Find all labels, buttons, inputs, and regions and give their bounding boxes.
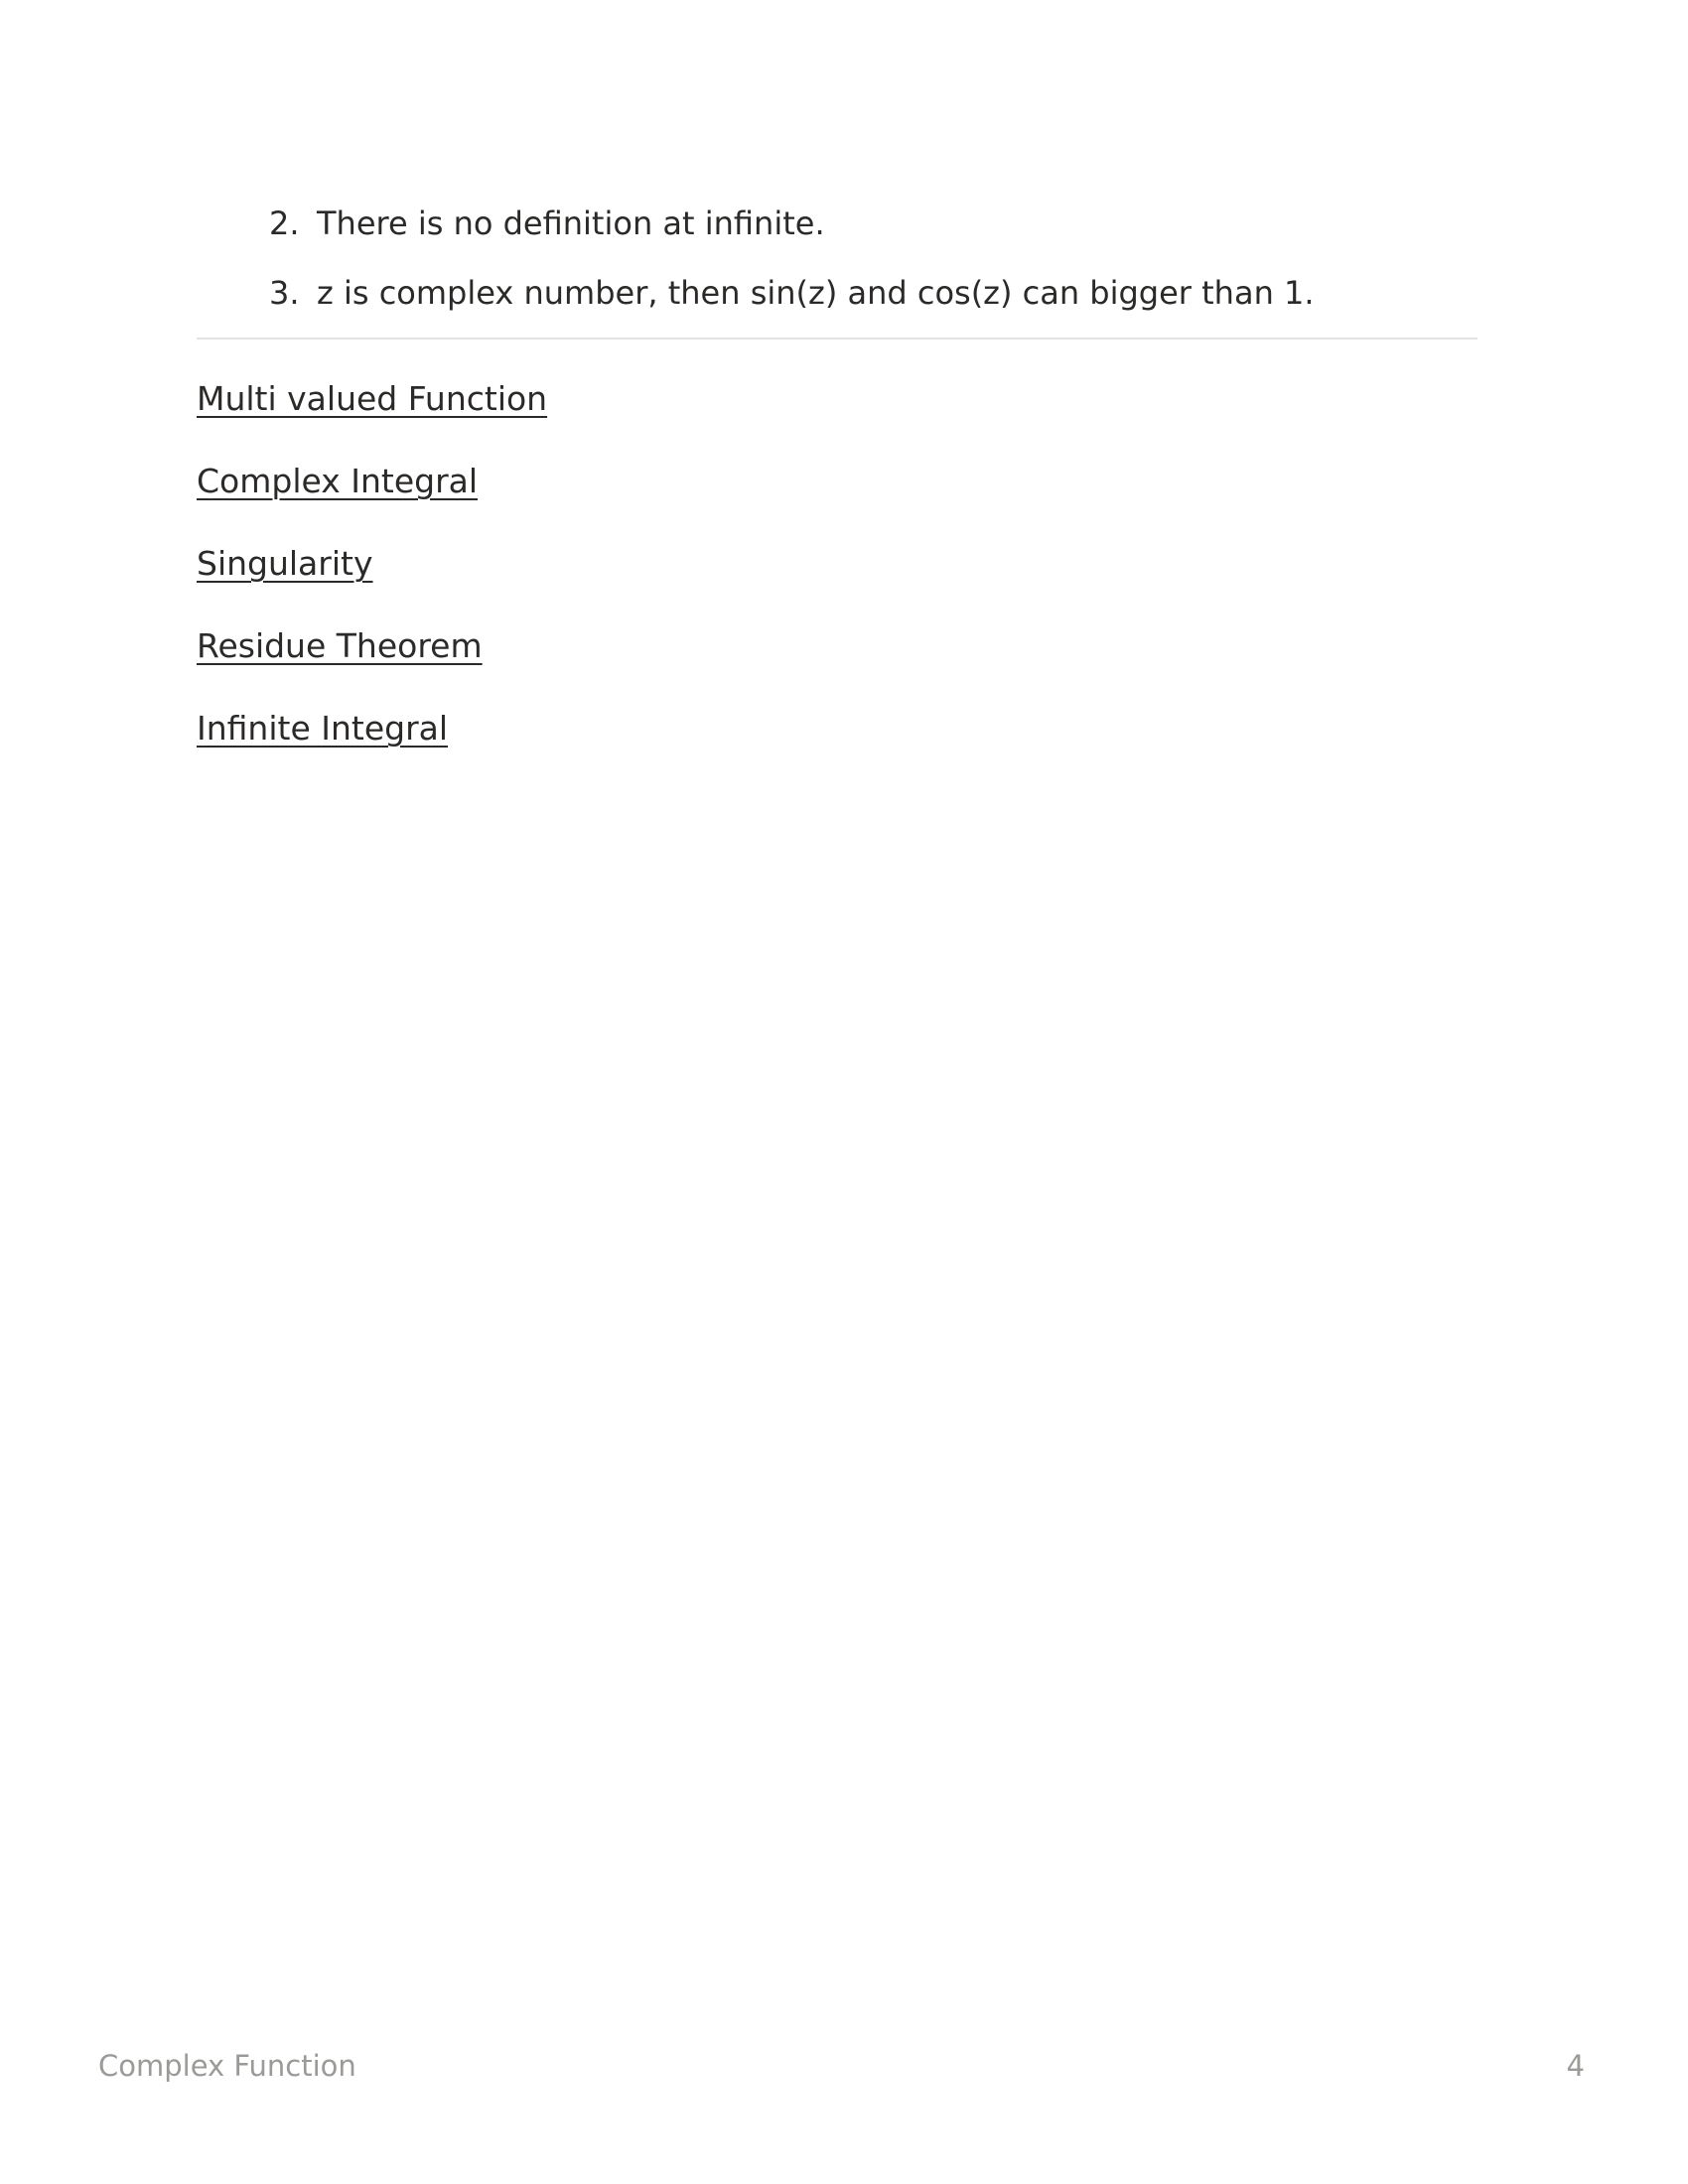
page-number: 4	[1566, 2049, 1585, 2083]
page-footer	[98, 2049, 1585, 2083]
list-item-text: There is no definition at infinite.	[317, 205, 825, 242]
link-infinite-integral[interactable]: Infinite Integral	[197, 709, 449, 748]
link-complex-integral[interactable]: Complex Integral	[197, 462, 479, 500]
page-content	[197, 189, 1477, 786]
list-item	[197, 258, 1477, 328]
footer-title: Complex Function	[98, 2049, 356, 2083]
link-singularity[interactable]: Singularity	[197, 544, 373, 583]
list-item	[197, 189, 1477, 258]
link-residue-theorem[interactable]: Residue Theorem	[197, 626, 483, 665]
list-item-number: 2.	[269, 205, 300, 242]
list-item-text: z is complex number, then sin(z) and cos(z) can bigger than 1.	[317, 274, 1315, 312]
divider	[197, 338, 1477, 340]
list-item-number: 3.	[269, 274, 300, 312]
page-links	[197, 374, 1477, 753]
numbered-list	[197, 189, 1477, 328]
link-multi-valued-function[interactable]: Multi valued Function	[197, 379, 548, 418]
